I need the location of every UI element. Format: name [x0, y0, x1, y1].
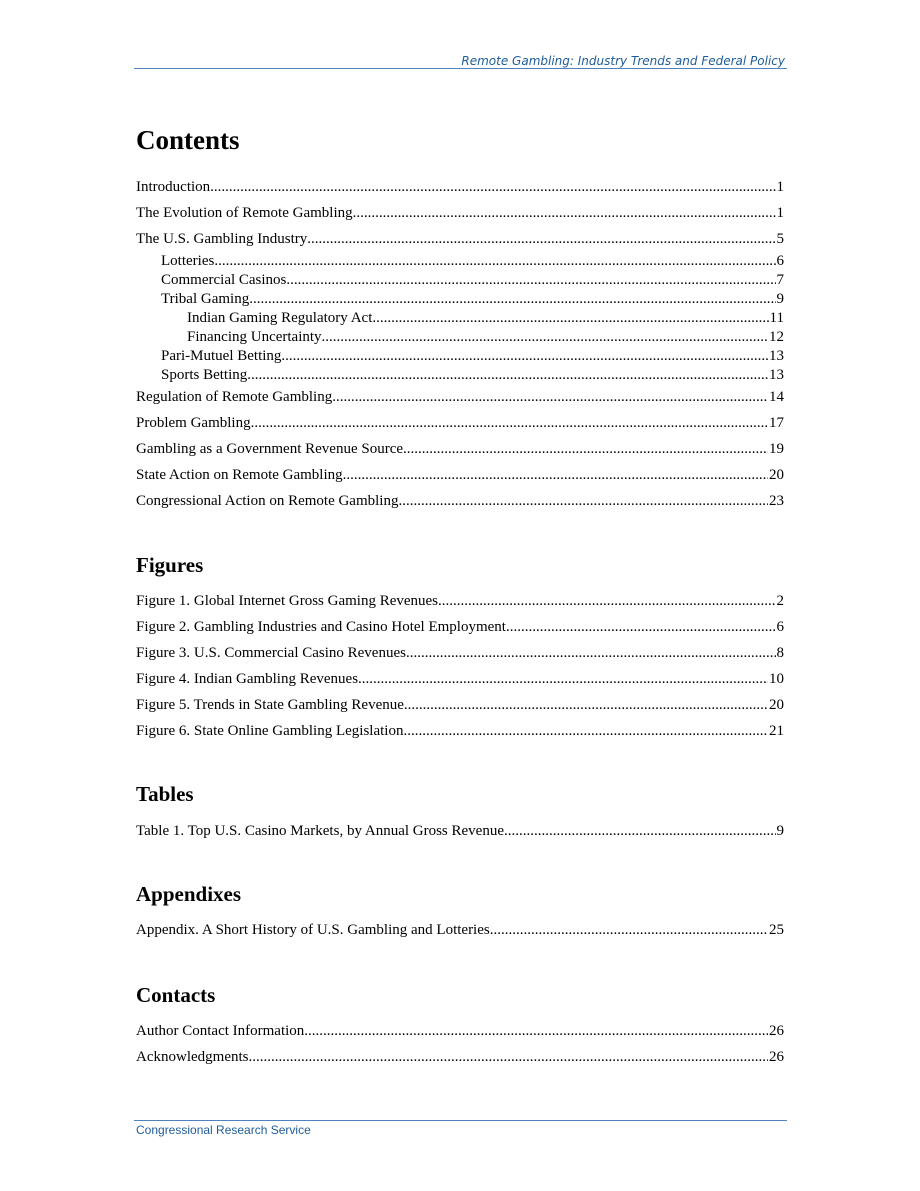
toc-entry-page: 12 [769, 329, 784, 345]
toc-entry-state-action[interactable] [136, 465, 784, 485]
toc-entry-label: The Evolution of Remote Gambling [136, 205, 353, 221]
toc-entry-page: 11 [769, 310, 784, 326]
toc-entry-label: Figure 5. Trends in State Gambling Revenue [136, 697, 404, 713]
dot-leader [398, 491, 768, 511]
toc-entry-financing-uncertainty[interactable] [187, 327, 784, 347]
running-header: Remote Gambling: Industry Trends and Federal Policy [461, 54, 785, 68]
toc-entry-page: 1 [776, 205, 784, 221]
dot-leader [249, 289, 775, 309]
toc-entry-label: Table 1. Top U.S. Casino Markets, by Annual Gross Revenue [136, 823, 504, 839]
toc-entry-page: 1 [776, 179, 784, 195]
toc-entry-page: 10 [769, 671, 784, 687]
toc-entry-page: 21 [769, 723, 784, 739]
toc-entry-sports-betting[interactable] [161, 365, 784, 385]
toc-entry-page: 9 [776, 823, 784, 839]
contents-heading: Contents [136, 125, 240, 155]
toc-entry-problem-gambling[interactable] [136, 413, 784, 433]
toc-entry-label: Figure 2. Gambling Industries and Casino Hotel Employment [136, 619, 506, 635]
dot-leader [307, 229, 775, 249]
toc-entry-page: 14 [769, 389, 784, 405]
toc-entry-page: 25 [769, 922, 784, 938]
dot-leader [404, 695, 768, 715]
dot-leader [490, 920, 768, 940]
toc-entry-congressional-action[interactable] [136, 491, 784, 511]
dot-leader [358, 669, 768, 689]
toc-entry-label: Commercial Casinos [161, 272, 287, 288]
toc-entry-label: Gambling as a Government Revenue Source [136, 441, 404, 457]
toc-entry-commercial-casinos[interactable] [161, 270, 784, 290]
toc-entry-label: Regulation of Remote Gambling [136, 389, 333, 405]
toc-entry-label: Indian Gaming Regulatory Act [187, 310, 373, 326]
toc-entry-page: 20 [769, 467, 784, 483]
toc-entry-page: 19 [769, 441, 784, 457]
dot-leader [438, 591, 775, 611]
toc-entry-label: Pari-Mutuel Betting [161, 348, 282, 364]
toc-entry-lotteries[interactable] [161, 251, 784, 271]
dot-leader [406, 643, 776, 663]
dot-leader [322, 327, 768, 347]
toc-entry-page: 2 [776, 593, 784, 609]
toc-entry-label: Figure 6. State Online Gambling Legislation [136, 723, 404, 739]
toc-entry-label: Figure 3. U.S. Commercial Casino Revenues [136, 645, 406, 661]
toc-entry-page: 26 [769, 1023, 784, 1039]
figure-entry-3[interactable] [136, 643, 784, 663]
toc-entry-page: 5 [776, 231, 784, 247]
dot-leader [343, 465, 768, 485]
dot-leader [403, 721, 768, 741]
toc-entry-us-gambling-industry[interactable] [136, 229, 784, 249]
dot-leader [251, 413, 768, 433]
figure-entry-1[interactable] [136, 591, 784, 611]
toc-entry-label: Figure 4. Indian Gambling Revenues [136, 671, 359, 687]
toc-entry-page: 20 [769, 697, 784, 713]
dot-leader [372, 308, 768, 328]
toc-entry-page: 6 [776, 619, 784, 635]
footer-rule [134, 1120, 787, 1121]
toc-entry-evolution[interactable] [136, 203, 784, 223]
toc-entry-page: 13 [769, 367, 784, 383]
toc-entry-label: Figure 1. Global Internet Gross Gaming Revenues [136, 593, 439, 609]
appendixes-heading: Appendixes [136, 882, 242, 906]
toc-entry-igra[interactable] [187, 308, 784, 328]
toc-entry-label: Sports Betting [161, 367, 248, 383]
header-rule [134, 68, 787, 69]
dot-leader [214, 251, 775, 271]
dot-leader [281, 346, 768, 366]
running-footer: Congressional Research Service [136, 1123, 311, 1137]
toc-entry-pari-mutuel[interactable] [161, 346, 784, 366]
toc-entry-tribal-gaming[interactable] [161, 289, 784, 309]
dot-leader [210, 177, 775, 197]
figure-entry-4[interactable] [136, 669, 784, 689]
toc-entry-page: 7 [776, 272, 784, 288]
toc-entry-label: Acknowledgments [136, 1049, 249, 1065]
toc-entry-label: Financing Uncertainty [187, 329, 322, 345]
toc-entry-page: 26 [769, 1049, 784, 1065]
dot-leader [247, 365, 768, 385]
toc-entry-label: Lotteries [161, 253, 215, 269]
dot-leader [286, 270, 775, 290]
contact-entry-author[interactable] [136, 1021, 784, 1041]
tables-heading: Tables [136, 782, 194, 806]
toc-entry-label: Introduction [136, 179, 211, 195]
figure-entry-2[interactable] [136, 617, 784, 637]
toc-entry-page: 6 [776, 253, 784, 269]
figure-entry-6[interactable] [136, 721, 784, 741]
contact-entry-acknowledgments[interactable] [136, 1047, 784, 1067]
table-entry-1[interactable] [136, 821, 784, 841]
toc-entry-label: Congressional Action on Remote Gambling [136, 493, 399, 509]
dot-leader [504, 821, 776, 841]
toc-entry-regulation[interactable] [136, 387, 784, 407]
toc-entry-label: Tribal Gaming [161, 291, 250, 307]
dot-leader [353, 203, 776, 223]
toc-entry-page: 8 [776, 645, 784, 661]
toc-entry-label: Author Contact Information [136, 1023, 305, 1039]
dot-leader [332, 387, 768, 407]
toc-entry-introduction[interactable] [136, 177, 784, 197]
toc-entry-page: 23 [769, 493, 784, 509]
toc-entry-label: Problem Gambling [136, 415, 251, 431]
figures-heading: Figures [136, 553, 204, 577]
toc-entry-label: State Action on Remote Gambling [136, 467, 343, 483]
toc-entry-label: Appendix. A Short History of U.S. Gambling and Lotteries [136, 922, 490, 938]
dot-leader [403, 439, 768, 459]
toc-entry-page: 17 [769, 415, 784, 431]
dot-leader [304, 1021, 768, 1041]
appendix-entry[interactable] [136, 920, 784, 940]
toc-entry-page: 9 [776, 291, 784, 307]
dot-leader [506, 617, 776, 637]
toc-entry-label: The U.S. Gambling Industry [136, 231, 308, 247]
toc-entry-government-revenue[interactable] [136, 439, 784, 459]
contacts-heading: Contacts [136, 983, 216, 1007]
figure-entry-5[interactable] [136, 695, 784, 715]
toc-entry-page: 13 [769, 348, 784, 364]
dot-leader [248, 1047, 768, 1067]
